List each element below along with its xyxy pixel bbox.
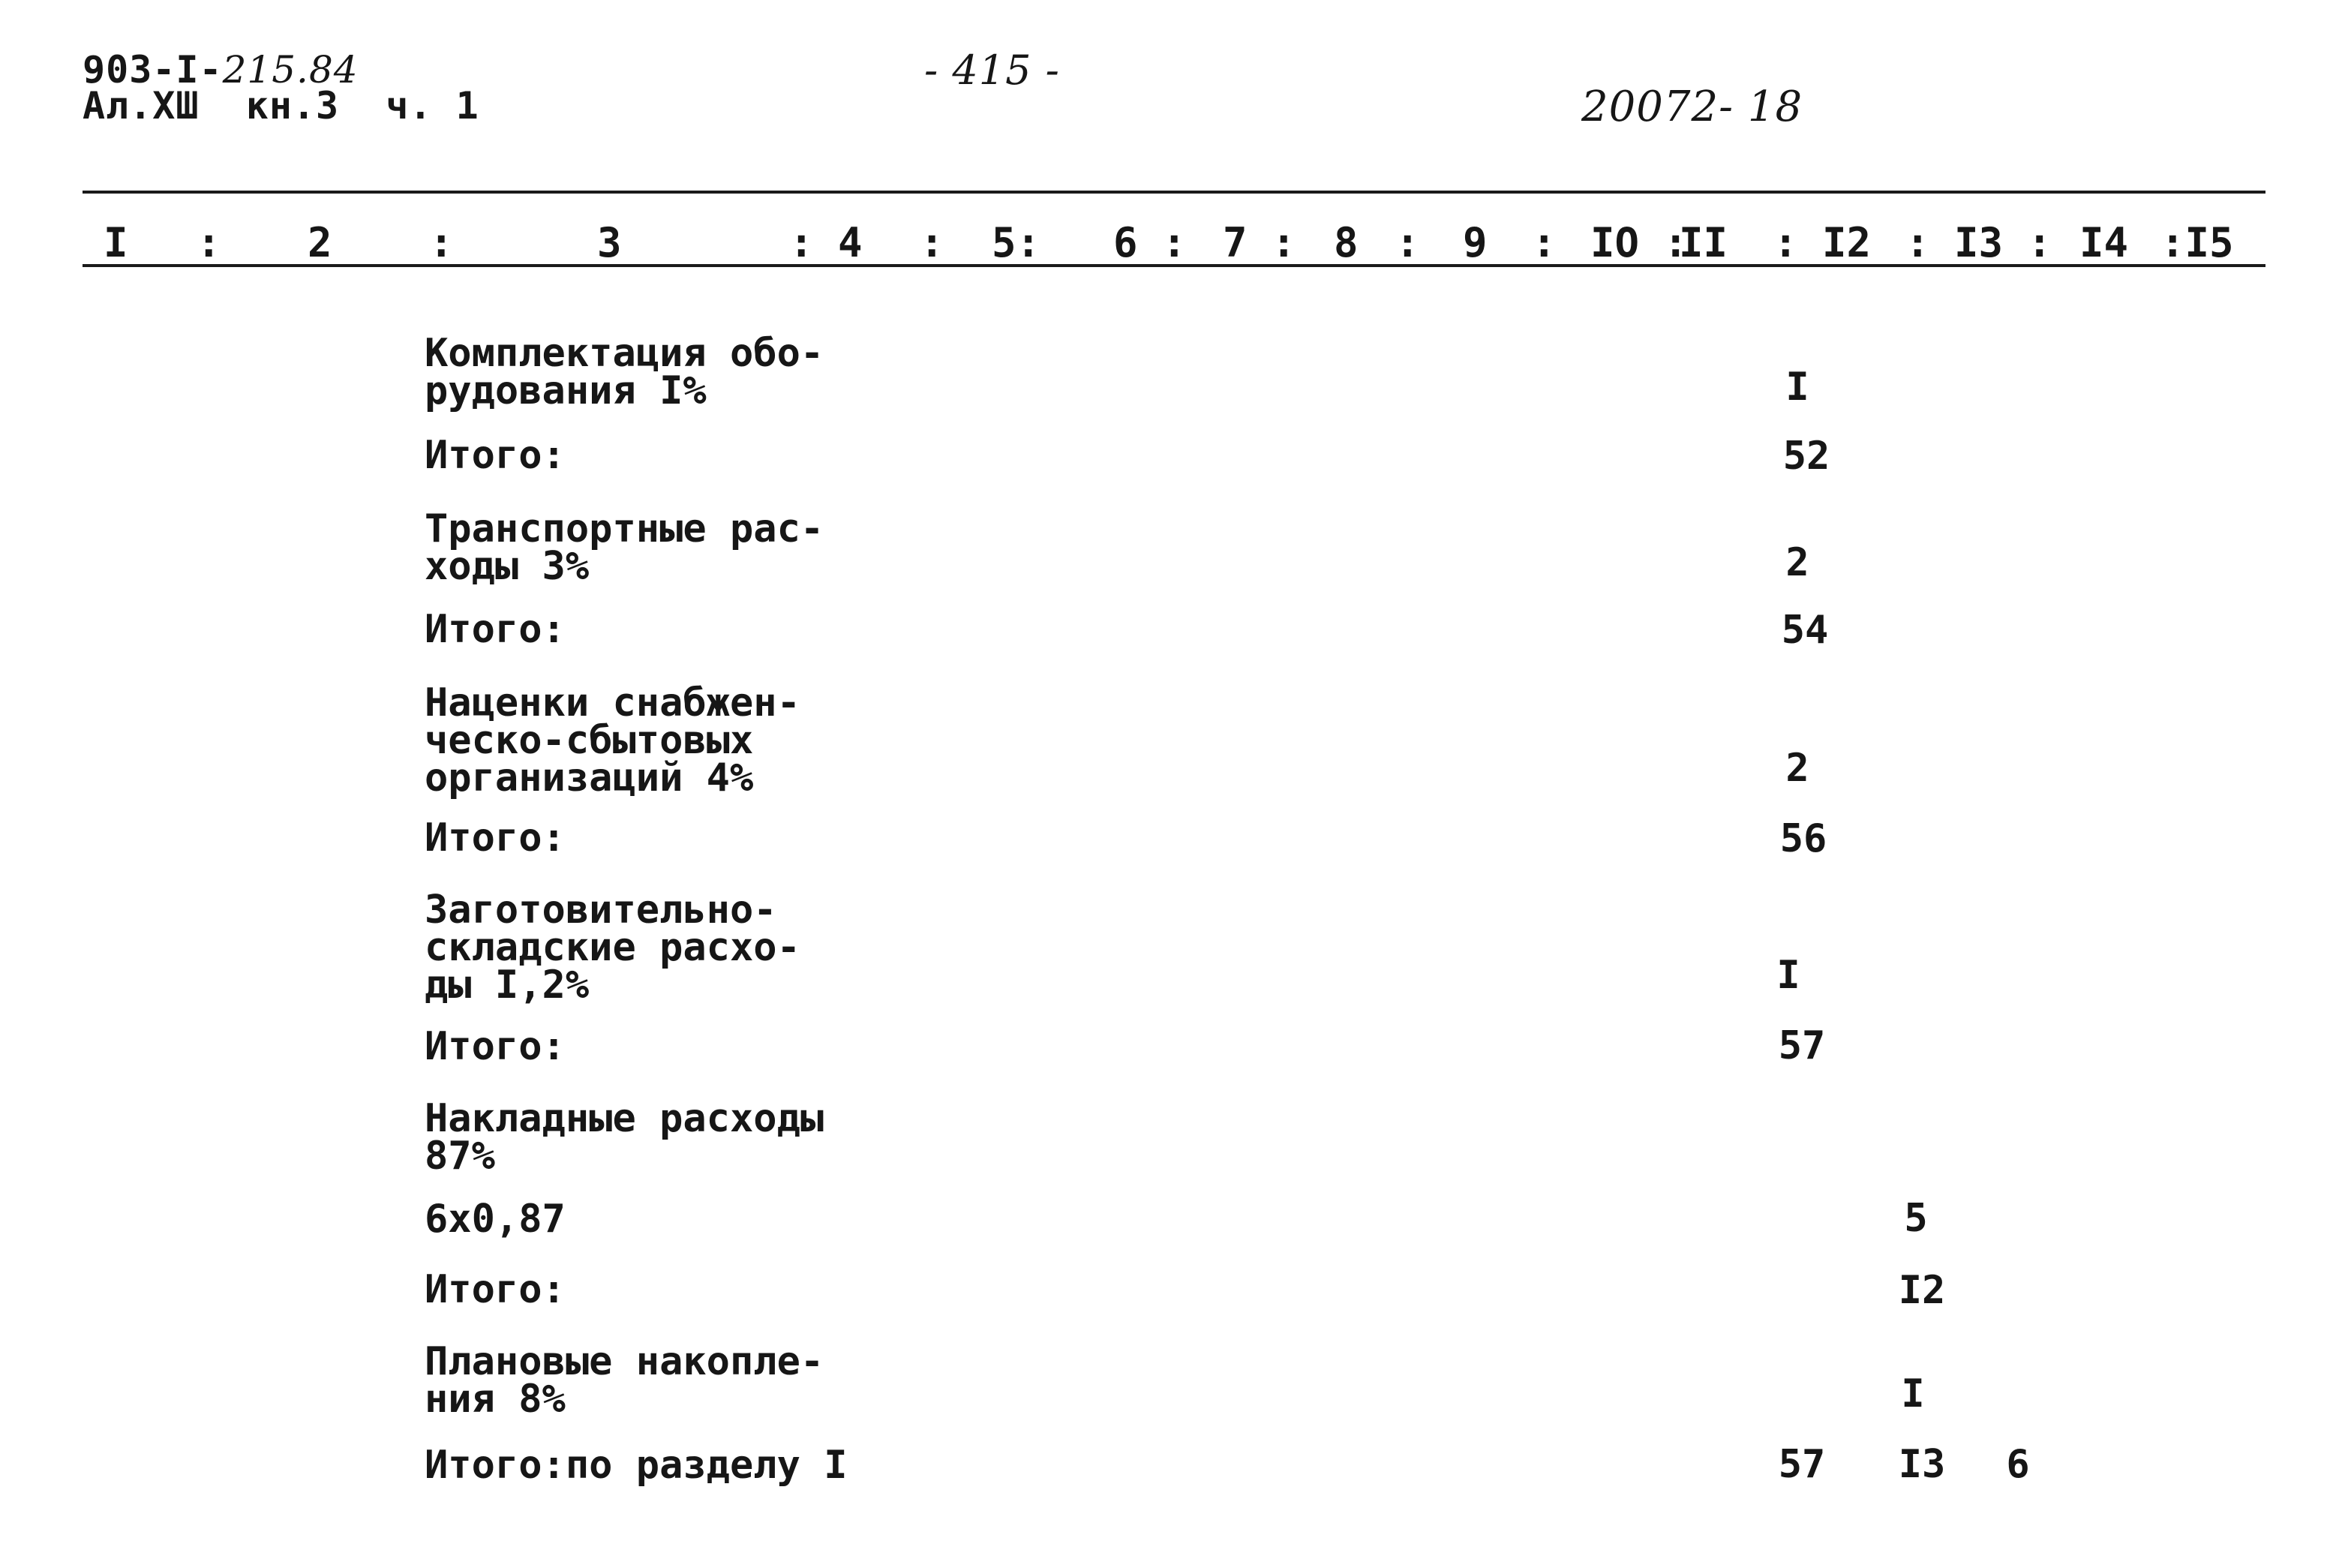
row-label: Итого: xyxy=(425,1267,566,1312)
row-value-col12: I3 xyxy=(1898,1442,1946,1487)
col-header-6: 6 : xyxy=(1113,219,1187,266)
doc-code-prefix: 903-I- xyxy=(83,48,223,92)
row-label: Комплектация обо- рудования I% xyxy=(425,331,824,413)
col-sep: : xyxy=(1532,219,1557,266)
row-value-col11: 57 xyxy=(1778,1023,1826,1068)
row-value-col12: I xyxy=(1901,1371,1925,1416)
col-header-13: : I3 : xyxy=(1905,219,2052,266)
row-label: Итого: xyxy=(425,1024,566,1069)
col-sep: : xyxy=(1395,219,1420,266)
album-line: Ал.ХШ кн.3 ч. 1 xyxy=(83,84,479,128)
row-value-col11: 57 xyxy=(1778,1442,1826,1487)
row-value-col12: I2 xyxy=(1898,1268,1946,1313)
row-value-col11: I xyxy=(1776,953,1800,998)
row-label: 6х0,87 xyxy=(425,1197,566,1242)
row-label: Накладные расходы 87% xyxy=(425,1096,824,1179)
row-value-col13: 6 xyxy=(2006,1442,2030,1487)
row-value-col11: 56 xyxy=(1779,816,1827,861)
page-number: - 415 - xyxy=(924,47,1060,94)
col-header-5: 5: xyxy=(992,219,1041,266)
doc-number: 20072- 18 xyxy=(1581,83,1803,131)
row-value-col11: 2 xyxy=(1785,540,1809,585)
row-label: Итого: xyxy=(425,607,566,652)
col-sep: : xyxy=(429,219,454,266)
row-value-col12: 5 xyxy=(1904,1196,1928,1241)
col-sep: : xyxy=(920,219,944,266)
col-header-15: :I5 xyxy=(2160,219,2234,266)
col-header-11: II xyxy=(1679,219,1728,266)
col-header-8: 8 xyxy=(1334,219,1359,266)
col-header-14: I4 xyxy=(2079,219,2129,266)
row-value-col11: 52 xyxy=(1782,434,1830,479)
row-value-col11: I xyxy=(1785,365,1809,410)
col-sep: : xyxy=(197,219,221,266)
col-header-9: 9 xyxy=(1463,219,1488,266)
row-label: Плановые накопле- ния 8% xyxy=(425,1339,824,1422)
table-top-rule xyxy=(83,191,2265,194)
col-header-3: 3 xyxy=(597,219,622,266)
row-label: Заготовительно- складские расхо- ды I,2% xyxy=(425,888,800,1008)
col-header-2: 2 xyxy=(308,219,332,266)
row-label: Транспортные рас- ходы 3% xyxy=(425,506,824,589)
row-value-col11: 2 xyxy=(1785,746,1809,791)
col-header-10: IO : xyxy=(1590,219,1689,266)
row-value-col11: 54 xyxy=(1781,608,1829,653)
row-label: Итого: xyxy=(425,816,566,861)
col-header-7: 7 : xyxy=(1223,219,1296,266)
doc-code-handwritten: 215.84 xyxy=(222,48,359,92)
col-header-1: I xyxy=(104,219,128,266)
row-label: Итого: xyxy=(425,433,566,478)
row-label: Наценки снабжен- ческо-сбытовых организаций 4% xyxy=(425,680,800,801)
row-label: Итого:по разделу I xyxy=(425,1443,848,1488)
col-header-4: : 4 xyxy=(789,219,863,266)
col-header-12: : I2 xyxy=(1773,219,1872,266)
